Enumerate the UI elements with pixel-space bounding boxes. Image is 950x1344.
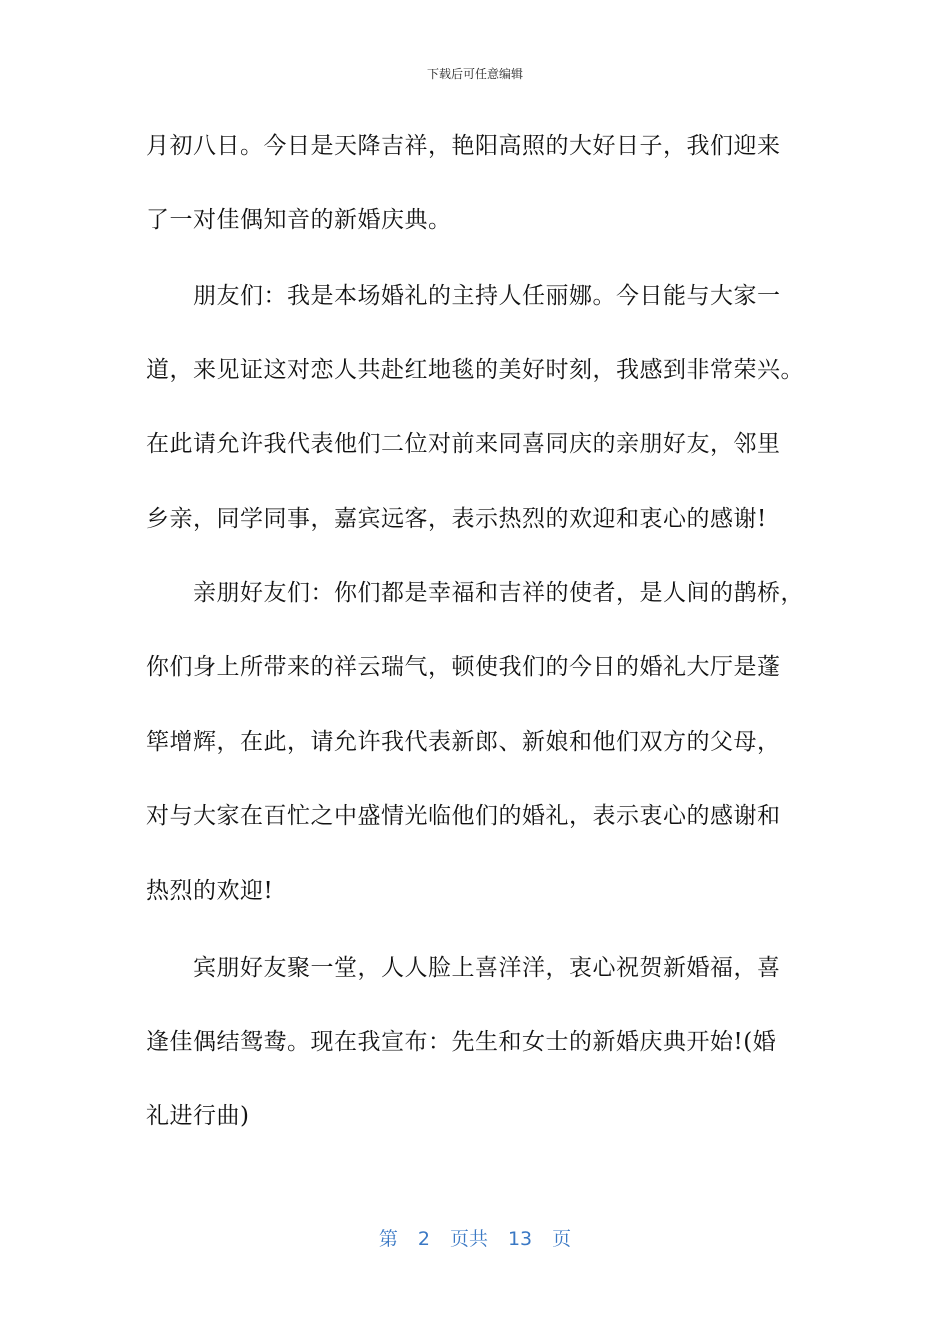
- page-footer: [0, 1226, 950, 1252]
- text-line-13: 逢佳偶结鸳鸯。现在我宣布：先生和女士的新婚庆典开始!(婚: [146, 1029, 777, 1055]
- text-line-7: 亲朋好友们：你们都是幸福和吉祥的使者，是人间的鹊桥，: [193, 580, 804, 606]
- footer-total-pages: 13: [507, 1228, 533, 1250]
- text-line-10: 对与大家在百忙之中盛情光临他们的婚礼，表示衷心的感谢和: [146, 803, 781, 829]
- page-header: 下载后可任意编辑: [426, 67, 523, 81]
- text-line-3: 朋友们：我是本场婚礼的主持人任丽娜。今日能与大家一: [193, 283, 781, 309]
- text-line-9: 筚增辉，在此，请允许我代表新郎、新娘和他们双方的父母，: [146, 729, 781, 755]
- text-line-2: 了一对佳偶知音的新婚庆典。: [146, 207, 452, 233]
- text-line-12: 宾朋好友聚一堂，人人脸上喜洋洋，衷心祝贺新婚福，喜: [193, 955, 781, 981]
- footer-label-of: 页共: [449, 1228, 488, 1250]
- text-line-5: 在此请允许我代表他们二位对前来同喜同庆的亲朋好友，邻里: [146, 431, 781, 457]
- text-line-11: 热烈的欢迎!: [146, 878, 274, 904]
- footer-current-page: 2: [417, 1228, 430, 1250]
- footer-label-page: 第: [378, 1228, 398, 1250]
- footer-label-end: 页: [552, 1228, 572, 1250]
- text-line-4: 道，来见证这对恋人共赴红地毯的美好时刻，我感到非常荣兴。: [146, 357, 804, 383]
- text-line-8: 你们身上所带来的祥云瑞气，顿使我们的今日的婚礼大厅是蓬: [146, 654, 781, 680]
- text-line-14: 礼进行曲): [146, 1103, 250, 1129]
- text-line-1: 月初八日。今日是天降吉祥，艳阳高照的大好日子，我们迎来: [146, 133, 781, 159]
- text-line-6: 乡亲，同学同事，嘉宾远客，表示热烈的欢迎和衷心的感谢!: [146, 506, 767, 532]
